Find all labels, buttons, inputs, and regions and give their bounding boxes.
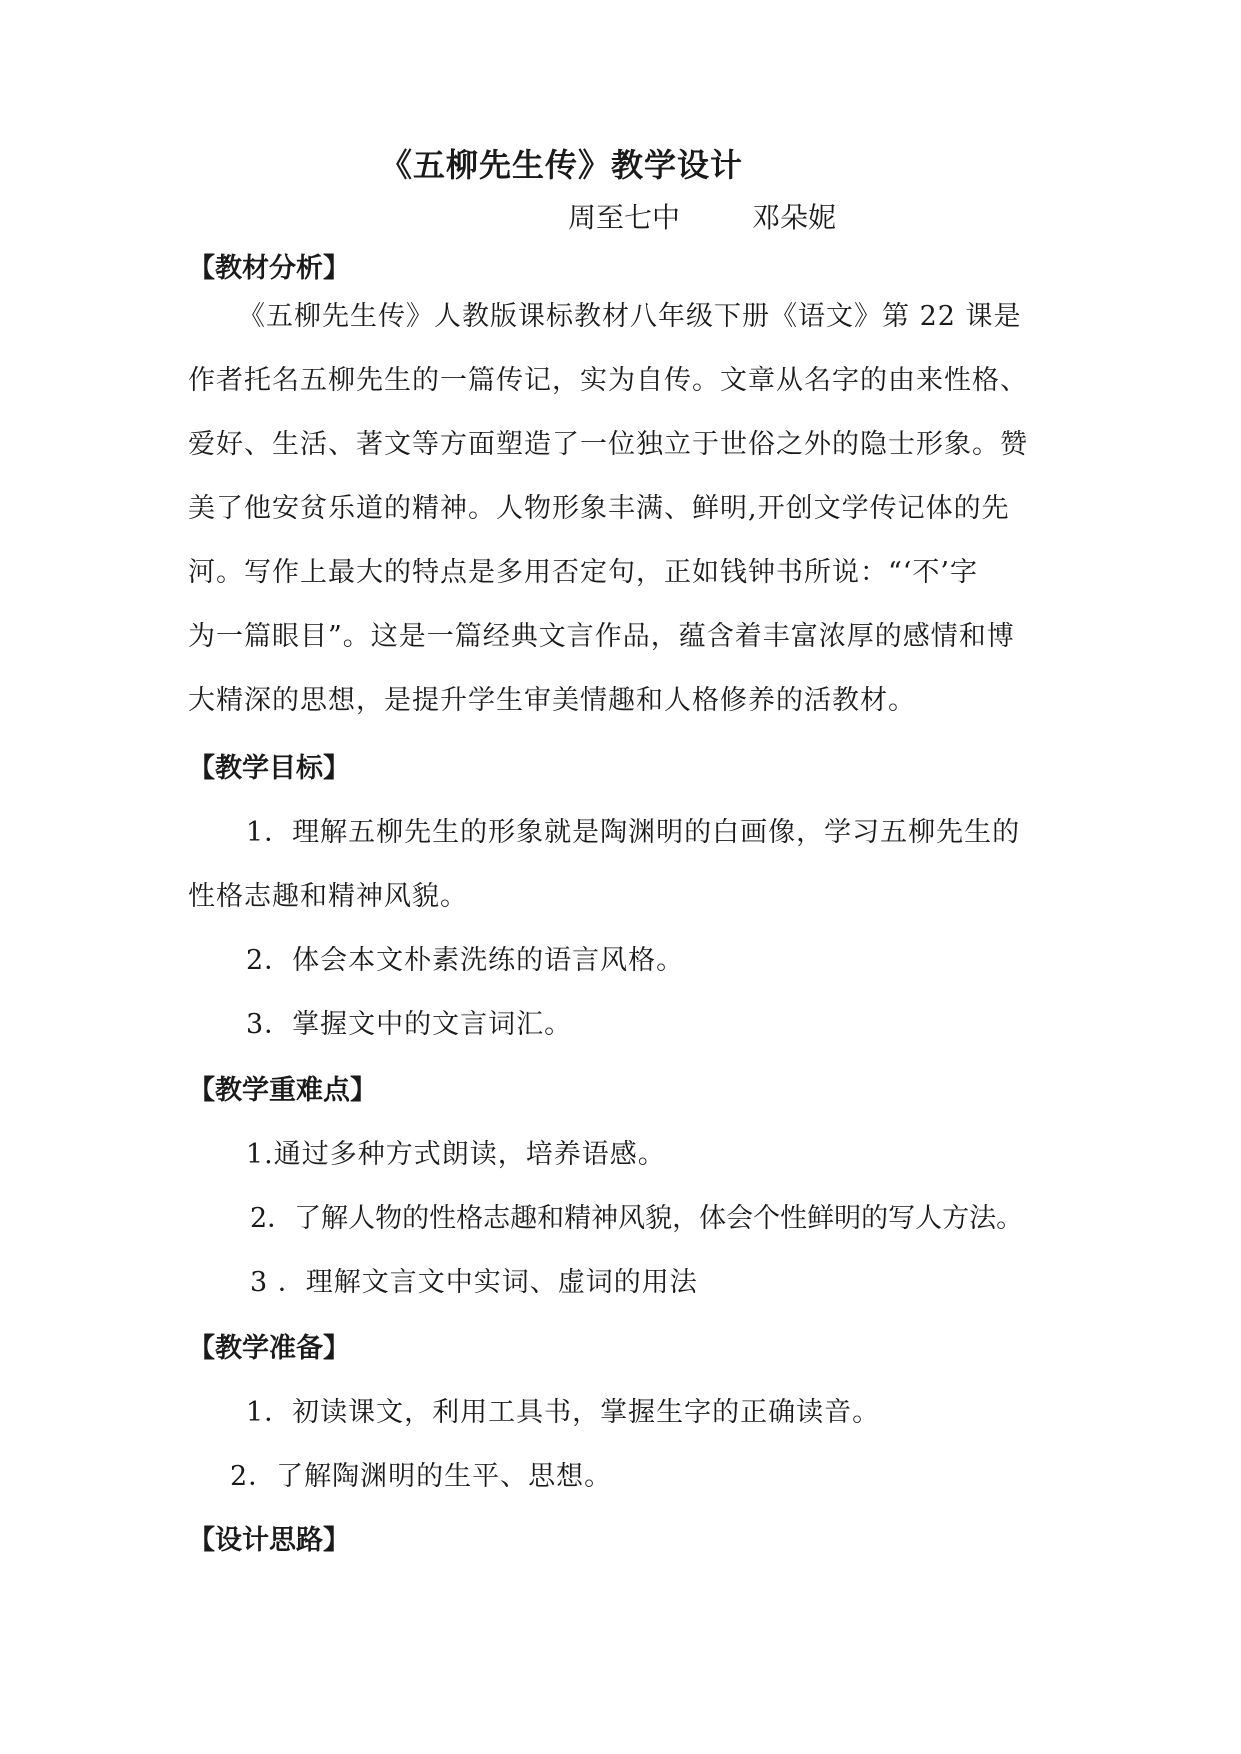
list-item: 1.通过多种方式朗读，培养语感。	[246, 1139, 666, 1170]
list-item-continuation: 性格志趣和精神风貌。	[188, 881, 468, 912]
section-heading-goals: 【教学目标】	[188, 753, 350, 784]
list-item: 2．体会本文朴素洗练的语言风格。	[246, 945, 685, 976]
paragraph-line: 大精深的思想，是提升学生审美情趣和人格修养的活教材。	[188, 685, 916, 716]
section-heading-design: 【设计思路】	[188, 1525, 350, 1556]
section-heading-analysis: 【教材分析】	[188, 253, 350, 284]
document-title: 《五柳先生传》教学设计	[380, 146, 744, 184]
paragraph-line: 美了他安贫乐道的精神。人物形象丰满、鲜明,开创文学传记体的先	[188, 493, 1010, 524]
paragraph-line: 为一篇眼目”。这是一篇经典文言作品，蕴含着丰富浓厚的感情和博	[188, 621, 1015, 652]
list-item: 2．了解人物的性格志趣和精神风貌，体会个性鲜明的写人方法。	[250, 1203, 1024, 1234]
section-heading-preparation: 【教学准备】	[188, 1333, 350, 1364]
paragraph-line: 作者托名五柳先生的一篇传记，实为自传。文章从名字的由来性格、	[188, 365, 1028, 396]
section-heading-keypoints: 【教学重难点】	[188, 1075, 377, 1106]
paragraph-line: 河。写作上最大的特点是多用否定句，正如钱钟书所说：“‘不’字	[188, 557, 978, 588]
list-item: 2．了解陶渊明的生平、思想。	[230, 1461, 613, 1492]
list-item: 1．理解五柳先生的形象就是陶渊明的白画像，学习五柳先生的	[246, 817, 1021, 848]
list-item: 1．初读课文，利用工具书，掌握生字的正确读音。	[246, 1397, 881, 1428]
paragraph-line: 《五柳先生传》人教版课标教材八年级下册《语文》第 22 课是	[238, 301, 1022, 332]
list-item: 3 ．理解文言文中实词、虚词的用法	[250, 1267, 698, 1298]
paragraph-line: 爱好、生活、著文等方面塑造了一位独立于世俗之外的隐士形象。赞	[188, 429, 1028, 460]
list-item: 3．掌握文中的文言词汇。	[246, 1009, 573, 1040]
school-name: 周至七中	[568, 201, 681, 234]
byline	[568, 196, 836, 236]
author-name: 邓朵妮	[752, 201, 837, 234]
